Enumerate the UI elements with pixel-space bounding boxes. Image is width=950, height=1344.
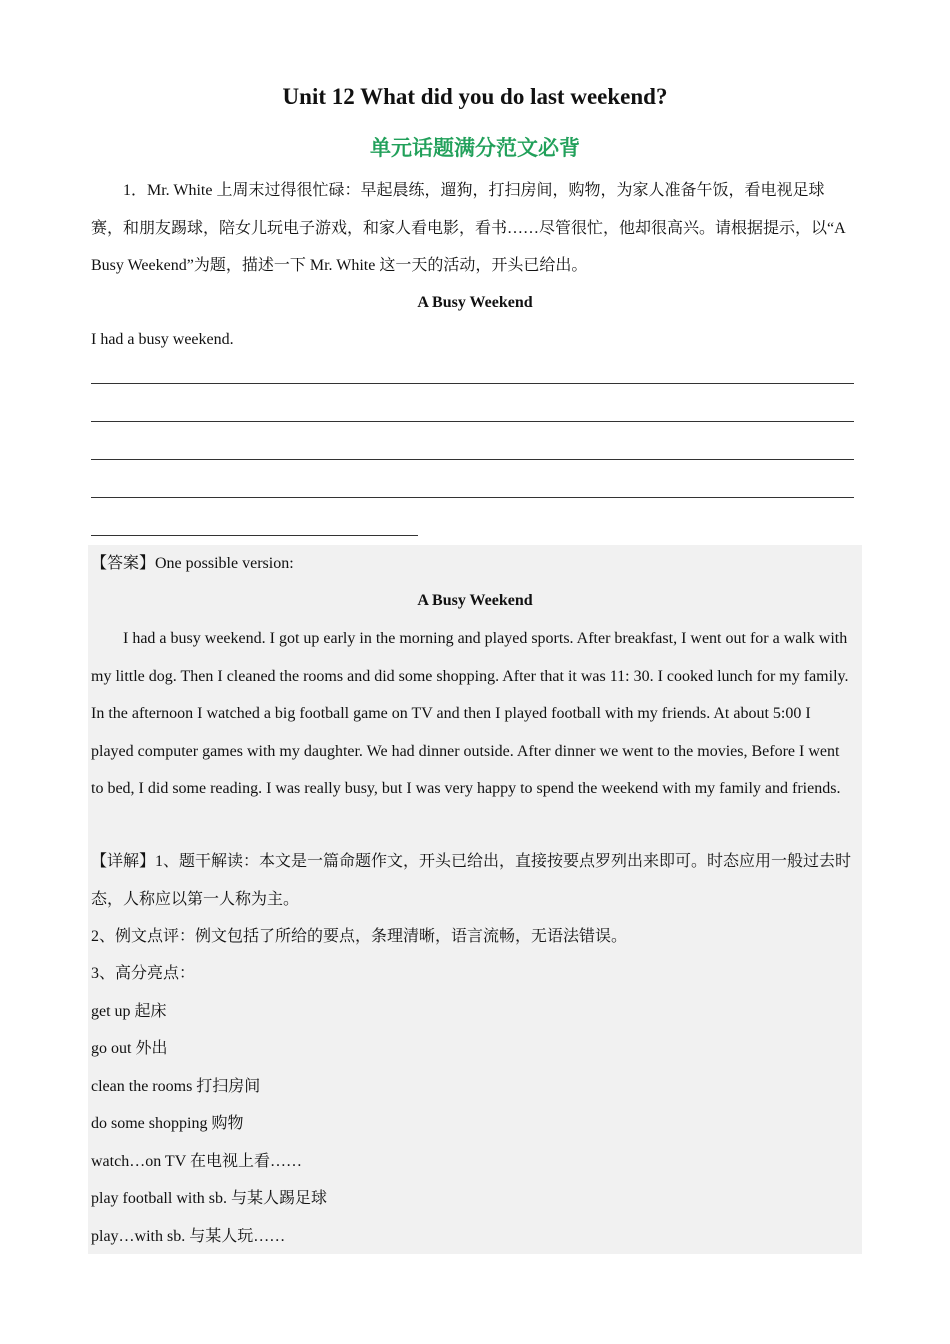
page-title: Unit 12 What did you do last weekend? <box>282 84 668 109</box>
essay-opening: I had a busy weekend. <box>91 331 234 348</box>
phrase-item: play football with sb. 与某人踢足球 <box>91 1190 327 1207</box>
phrase-item: do some shopping 购物 <box>91 1115 244 1132</box>
answer-blank-line <box>91 497 854 498</box>
phrase-item: get up 起床 <box>91 1003 167 1020</box>
phrase-item: play…with sb. 与某人玩…… <box>91 1228 286 1245</box>
phrase-item: clean the rooms 打扫房间 <box>91 1078 261 1095</box>
answer-blank-line <box>91 459 854 460</box>
phrase-item: watch…on TV 在电视上看…… <box>91 1153 302 1170</box>
answer-blank-line <box>91 535 418 536</box>
answer-blank-line <box>91 421 854 422</box>
answer-blank-line <box>91 383 854 384</box>
detail-point-1: 【详解】1、题干解读：本文是一篇命题作文，开头已给出，直接按要点罗列出来即可。时态应用一般过去时态，人称应以第一人称为主。 <box>91 853 852 908</box>
detail-point-2: 2、例文点评：例文包括了所给的要点，条理清晰，语言流畅，无语法错误。 <box>91 928 628 945</box>
detail-point-3: 3、高分亮点： <box>91 965 196 982</box>
page-subtitle: 单元话题满分范文必背 <box>370 136 580 160</box>
question-text: 1．Mr. White 上周末过得很忙碌：早起晨练，遛狗，打扫房间，购物，为家人准备午饭，看电视足球赛，和朋友踢球，陪女儿玩电子游戏，和家人看电影，看书……尽管很忙，他却很高兴。请根据提示，以“A Busy Weekend”为题，描述一下 Mr. White 这一天的活动，开头已给出。 <box>91 182 845 274</box>
answer-label: 【答案】One possible version: <box>91 555 294 572</box>
answer-essay-body: I had a busy weekend. I got up early in the morning and played sports. After breakfast, I went out for a walk with my little dog. Then I cleaned the rooms and did some shopping. After that it was 11: 30. I cooked lunch for my family. In the afternoon I watched a big football game on TV and then I played football with my friends. At about 5:00 I played computer games with my daughter. We had dinner outside. After dinner we went to the movies, Before I went to bed, I did some reading. I was really busy, but I was very happy to spend the weekend with my family and friends. <box>91 630 849 797</box>
answer-essay-title: A Busy Weekend <box>417 592 533 609</box>
essay-title: A Busy Weekend <box>417 294 533 311</box>
phrase-item: go out 外出 <box>91 1040 168 1057</box>
